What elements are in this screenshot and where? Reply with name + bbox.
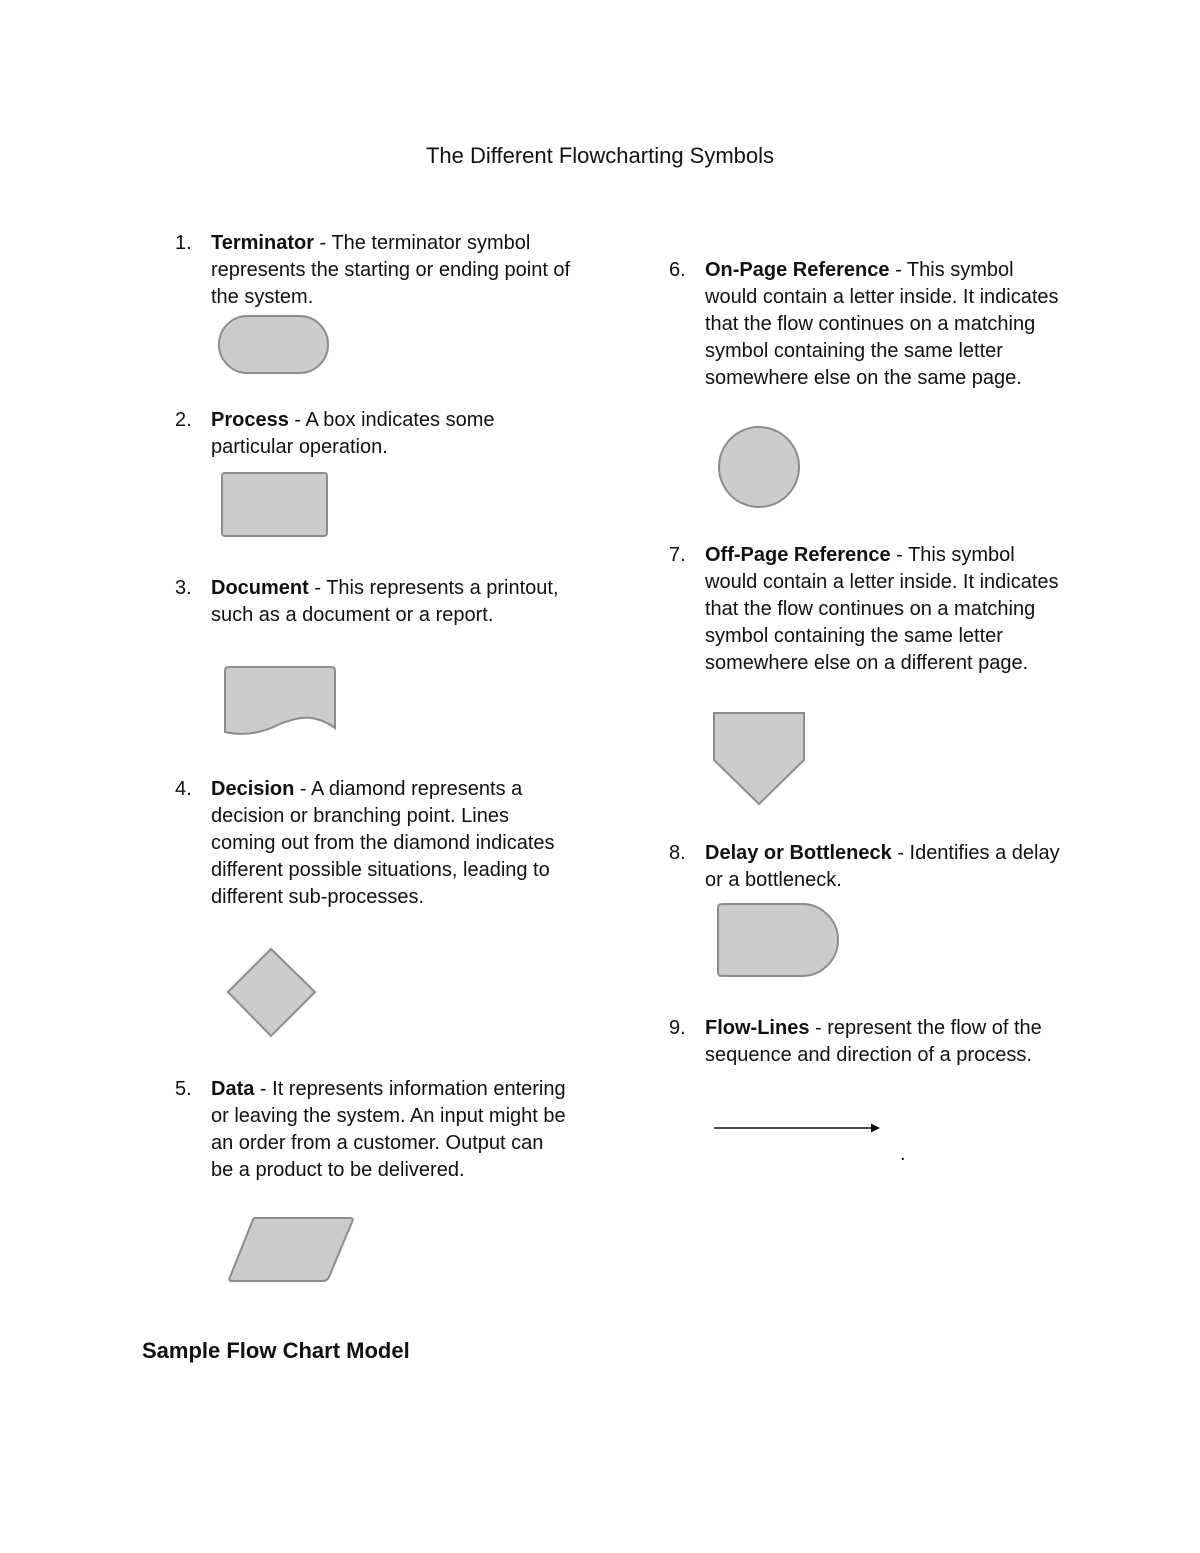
item-number: 4. [175, 778, 192, 800]
item-number: 6. [669, 259, 686, 281]
section-heading: Sample Flow Chart Model [142, 1338, 410, 1363]
on-page-reference-symbol-icon [714, 423, 804, 513]
stray-mark: . [900, 1143, 906, 1165]
off-page-reference-symbol-icon [711, 710, 809, 808]
item-description: - It represents information entering or leaving the system. An input might be an order from a customer. Output can be a product to be delivered. [211, 1078, 566, 1181]
decision-symbol-icon [225, 946, 319, 1040]
item-number: 1. [175, 232, 192, 254]
item-description: - The terminator symbol represents the starting or ending point of the system. [211, 232, 571, 308]
item-term: Off-Page Reference [705, 544, 891, 566]
item-term: Decision [211, 778, 295, 800]
item-number: 8. [669, 842, 686, 864]
item-number: 2. [175, 409, 192, 431]
item-term: Delay or Bottleneck [705, 842, 892, 864]
item-number: 9. [669, 1017, 686, 1039]
delay-symbol-icon [714, 901, 846, 981]
flow-line-arrow-icon [712, 1120, 888, 1136]
item-description: - A diamond represents a decision or branching point. Lines coming out from the diamond indicates different possible situations, leading to different sub-processes. [211, 778, 555, 908]
item-description: - Identifies a delay or a bottleneck. [705, 842, 1060, 891]
list-item-process [175, 407, 571, 461]
item-term: Document [211, 577, 309, 599]
item-number: 5. [175, 1078, 192, 1100]
item-description: - This represents a printout, such as a document or a report. [211, 577, 559, 626]
item-term: Terminator [211, 232, 314, 254]
terminator-symbol-icon [216, 313, 332, 377]
page-title: The Different Flowcharting Symbols [425, 143, 775, 168]
list-item-data [175, 1076, 571, 1184]
item-number: 3. [175, 577, 192, 599]
list-item-off-page-reference [669, 542, 1065, 677]
list-item-terminator [175, 230, 571, 311]
list-item-on-page-reference [669, 257, 1065, 392]
list-item-decision [175, 776, 571, 911]
document-symbol-icon [220, 664, 340, 740]
item-term: On-Page Reference [705, 259, 890, 281]
item-description: - This symbol would contain a letter inside. It indicates that the flow continues on a matching symbol containing the same letter somewhere else on the same page. [705, 259, 1059, 389]
item-description: - This symbol would contain a letter inside. It indicates that the flow continues on a matching symbol containing the same letter somewhere else on a different page. [705, 544, 1059, 674]
item-description: - A box indicates some particular operation. [211, 409, 495, 458]
list-item-flow-lines [669, 1015, 1065, 1069]
list-item-document [175, 575, 571, 629]
item-number: 7. [669, 544, 686, 566]
item-term: Process [211, 409, 289, 431]
item-term: Data [211, 1078, 255, 1100]
item-description: - represent the flow of the sequence and direction of a process. [705, 1017, 1042, 1066]
list-item-delay-or-bottleneck [669, 840, 1065, 894]
process-symbol-icon [219, 470, 331, 540]
item-term: Flow-Lines [705, 1017, 810, 1039]
data-symbol-icon [225, 1215, 357, 1285]
